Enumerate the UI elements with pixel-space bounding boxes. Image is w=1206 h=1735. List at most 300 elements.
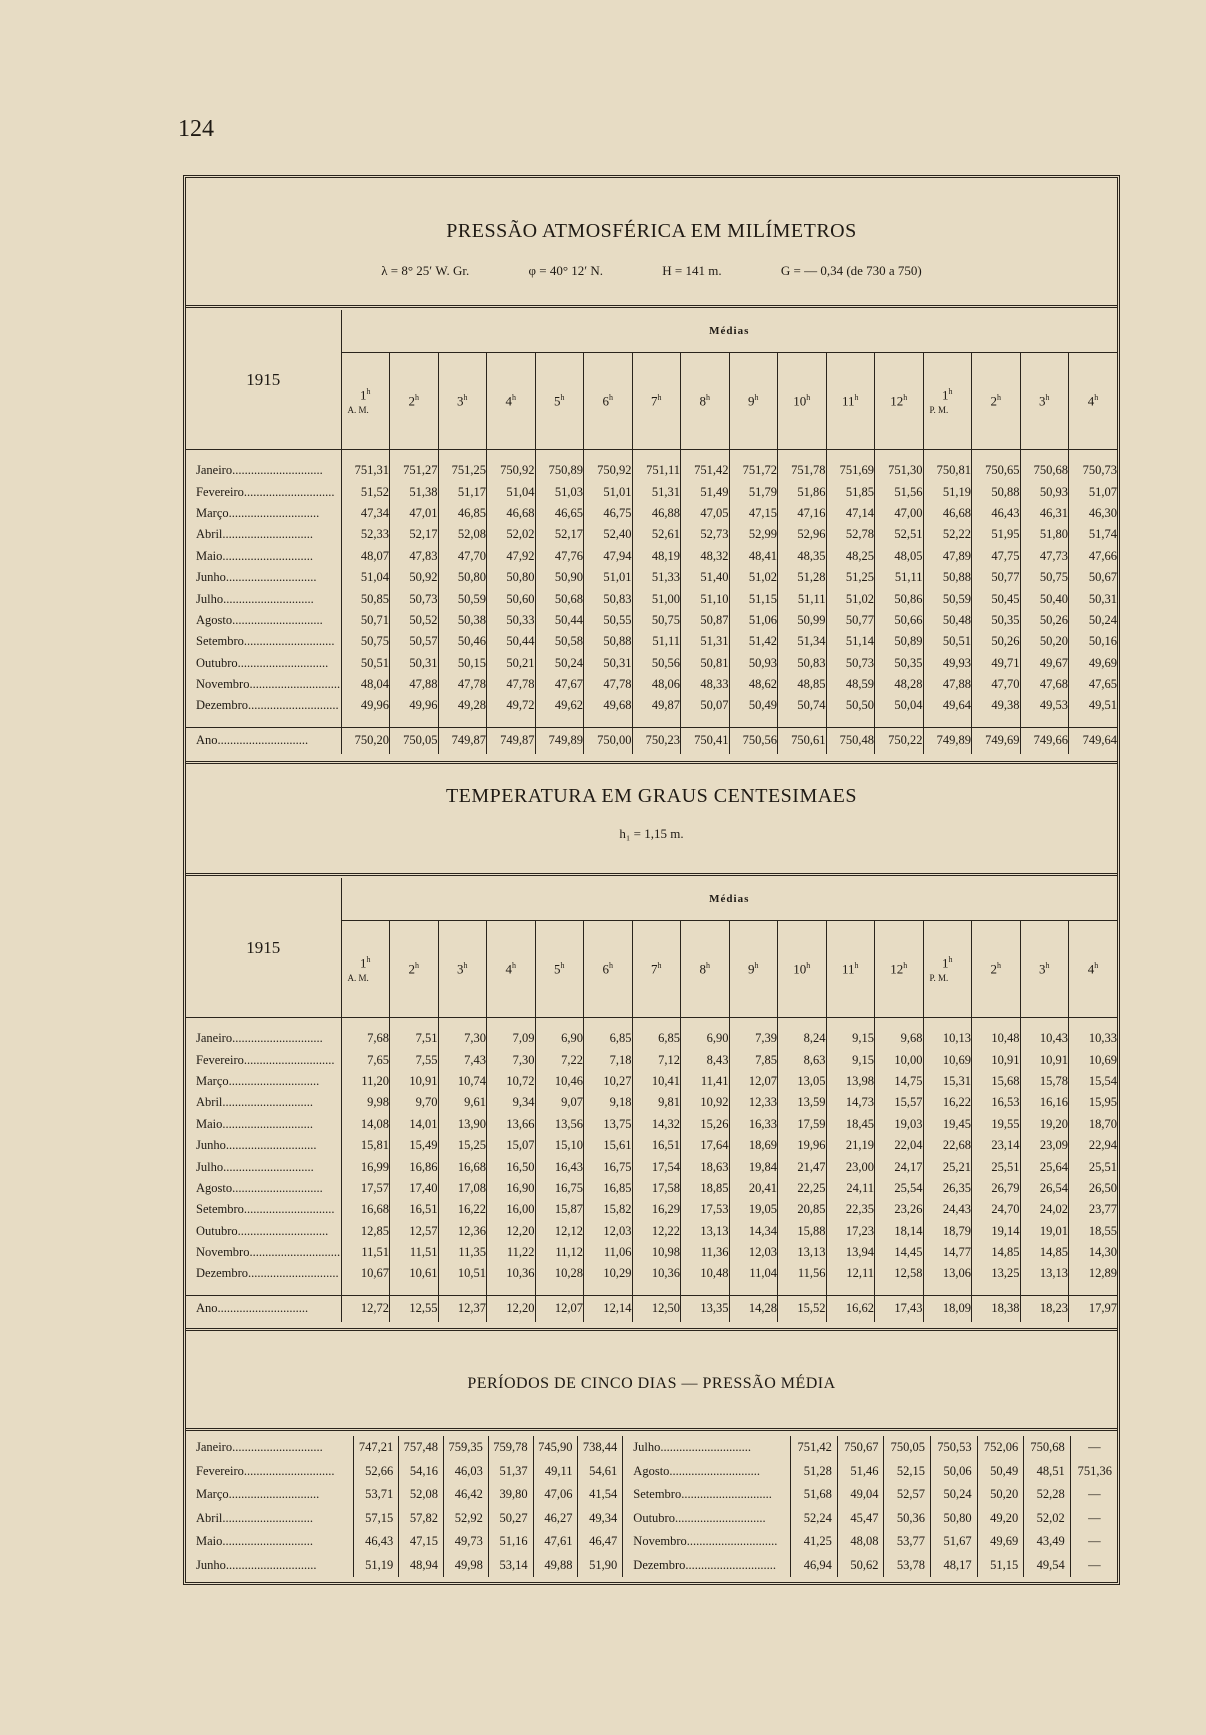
period-row [186,1507,1117,1531]
period-row [186,1436,1117,1460]
pressure-hour-header: 4$^h$ [487,353,536,450]
temperature-value: 11,36 [681,1242,730,1263]
period-value: 48,94 [399,1554,444,1578]
period-value: 39,80 [488,1483,533,1507]
pressure-value: 48,07 [341,546,390,567]
temperature-value: 17,58 [632,1178,681,1199]
temperature-value: 22,68 [923,1135,972,1156]
temperature-month-row [186,1178,1117,1199]
pressure-value: 51,40 [681,567,730,588]
pressure-value: 50,58 [535,631,584,652]
period-value: 49,88 [533,1554,578,1578]
period-value: 49,20 [977,1507,1024,1531]
pressure-ano-label: Ano............................. [186,727,341,754]
period-value: 745,90 [533,1436,578,1460]
pressure-value: 50,88 [584,631,633,652]
pressure-value: 50,50 [826,695,875,716]
pressure-value: 50,21 [487,653,536,674]
period-value: 46,43 [354,1530,399,1554]
period-value: 757,48 [399,1436,444,1460]
period-value: 57,82 [399,1507,444,1531]
pressure-month-row [186,481,1117,502]
pressure-value: 48,28 [875,674,924,695]
temperature-medias-label: Médias [341,878,1117,921]
temperature-value: 13,13 [1020,1263,1069,1284]
temperature-value: 18,14 [875,1221,924,1242]
temperature-value: 6,85 [632,1028,681,1049]
temperature-value: 17,08 [438,1178,487,1199]
pressure-hour-header: 1$^h$ A. M. [341,353,390,450]
pressure-value: 47,78 [438,674,487,695]
pressure-value: 50,24 [535,653,584,674]
pressure-value: 49,87 [632,695,681,716]
period-value: — [1070,1554,1117,1578]
period-value: 50,80 [931,1507,978,1531]
temperature-value: 7,65 [341,1049,390,1070]
pressure-value: 50,24 [1069,610,1118,631]
period-value: 51,67 [931,1530,978,1554]
temperature-value: 13,75 [584,1114,633,1135]
period-value: 50,36 [884,1507,931,1531]
temperature-value: 15,10 [535,1135,584,1156]
temperature-value: 7,55 [390,1049,439,1070]
temperature-value: 10,61 [390,1263,439,1284]
temperature-value: 15,95 [1069,1092,1118,1113]
temperature-value: 22,25 [778,1178,827,1199]
temperature-value: 17,54 [632,1156,681,1177]
period-value: 750,68 [1024,1436,1071,1460]
temperature-value: 10,72 [487,1071,536,1092]
pressure-value: 51,06 [729,610,778,631]
pressure-value: 50,51 [923,631,972,652]
pressure-value: 51,02 [826,588,875,609]
temperature-value: 11,56 [778,1263,827,1284]
longitude: λ = 8° 25′ W. Gr. [381,263,470,278]
pressure-value: 47,15 [729,503,778,524]
pressure-value: 50,66 [875,610,924,631]
pressure-year: 1915 [246,369,281,389]
temperature-month-row [186,1221,1117,1242]
tables-frame [183,175,1120,1585]
temperature-month-label: Outubro............................. [196,1223,329,1238]
temperature-value: 22,94 [1069,1135,1118,1156]
period-value: 46,94 [791,1554,838,1578]
pressure-ano-value: 749,87 [487,727,536,754]
pressure-value: 50,16 [1069,631,1118,652]
pressure-value: 52,73 [681,524,730,545]
period-value: 49,73 [444,1530,489,1554]
pressure-value: 50,59 [438,588,487,609]
pressure-value: 47,89 [923,546,972,567]
temperature-value: 10,51 [438,1263,487,1284]
period-value: 49,54 [1024,1554,1071,1578]
pressure-month-row [186,460,1117,481]
temperature-ano-value: 17,43 [875,1295,924,1322]
temperature-value: 10,46 [535,1071,584,1092]
temperature-value: 10,29 [584,1263,633,1284]
temperature-value: 10,92 [681,1092,730,1113]
temperature-value: 9,70 [390,1092,439,1113]
period-value: — [1070,1530,1117,1554]
pressure-hour-header: 5$^h$ [535,353,584,450]
pressure-value: 50,04 [875,695,924,716]
pressure-value: 47,67 [535,674,584,695]
temperature-value: 7,43 [438,1049,487,1070]
pressure-value: 50,67 [1069,567,1118,588]
temperature-value: 18,55 [1069,1221,1118,1242]
pressure-value: 50,44 [535,610,584,631]
temperature-hour-header: 7$^h$ [632,921,681,1018]
pressure-value: 51,31 [632,481,681,502]
pressure-value: 51,34 [778,631,827,652]
temperature-hour-header: 8$^h$ [681,921,730,1018]
temperature-value: 11,12 [535,1242,584,1263]
pressure-value: 50,44 [487,631,536,652]
pressure-hour-header: 2$^h$ [972,353,1021,450]
period-value: 51,90 [578,1554,623,1578]
temperature-value: 23,09 [1020,1135,1069,1156]
pressure-value: 50,80 [438,567,487,588]
temperature-value: 11,41 [681,1071,730,1092]
temperature-value: 7,68 [341,1028,390,1049]
pressure-value: 51,11 [632,631,681,652]
temperature-value: 25,21 [923,1156,972,1177]
pressure-value: 50,15 [438,653,487,674]
pressure-month-label: Fevereiro............................. [196,484,335,499]
pressure-value: 47,14 [826,503,875,524]
pressure-value: 50,26 [1020,610,1069,631]
temperature-value: 18,69 [729,1135,778,1156]
period-value: 49,98 [444,1554,489,1578]
temperature-value: 12,12 [535,1221,584,1242]
pressure-value: 51,79 [729,481,778,502]
temperature-value: 6,90 [535,1028,584,1049]
temperature-value: 7,51 [390,1028,439,1049]
temperature-value: 16,53 [972,1092,1021,1113]
pressure-value: 49,28 [438,695,487,716]
temperature-value: 24,02 [1020,1199,1069,1220]
pressure-month-label: Julho............................. [196,591,314,606]
pressure-value: 51,15 [729,588,778,609]
temperature-hour-header: 3$^h$ [438,921,487,1018]
temperature-hour-header: 11$^h$ [826,921,875,1018]
temperature-month-label: Janeiro............................. [196,1031,323,1046]
pressure-value: 52,51 [875,524,924,545]
pressure-value: 50,75 [1020,567,1069,588]
temperature-value: 23,77 [1069,1199,1118,1220]
temperature-value: 16,51 [390,1199,439,1220]
temperature-value: 16,33 [729,1114,778,1135]
temperature-ano-value: 13,35 [681,1295,730,1322]
pressure-value: 751,30 [875,460,924,481]
pressure-value: 751,31 [341,460,390,481]
pressure-value: 52,96 [778,524,827,545]
temperature-value: 11,20 [341,1071,390,1092]
temperature-value: 15,82 [584,1199,633,1220]
temperature-value: 6,85 [584,1028,633,1049]
temperature-month-row [186,1049,1117,1070]
period-value: 51,28 [791,1460,838,1484]
period-value: 47,15 [399,1530,444,1554]
period-value: 50,49 [977,1460,1024,1484]
pressure-value: 52,99 [729,524,778,545]
period-value: 50,62 [837,1554,884,1578]
period-value: 51,68 [791,1483,838,1507]
pressure-value: 50,46 [438,631,487,652]
pressure-value: 52,17 [535,524,584,545]
pressure-value: 48,25 [826,546,875,567]
temperature-value: 17,64 [681,1135,730,1156]
pressure-value: 50,83 [584,588,633,609]
pressure-value: 751,72 [729,460,778,481]
period-row [186,1530,1117,1554]
temperature-hour-header: 2$^h$ [390,921,439,1018]
period-value: 45,47 [837,1507,884,1531]
temperature-value: 19,01 [1020,1221,1069,1242]
pressure-hour-header: 10$^h$ [778,353,827,450]
pressure-value: 751,25 [438,460,487,481]
temperature-value: 19,96 [778,1135,827,1156]
pressure-value: 47,78 [487,674,536,695]
pressure-value: 52,02 [487,524,536,545]
temperature-value: 21,19 [826,1135,875,1156]
pressure-value: 46,31 [1020,503,1069,524]
pressure-value: 751,42 [681,460,730,481]
pressure-value: 49,53 [1020,695,1069,716]
temperature-value: 12,89 [1069,1263,1118,1284]
pressure-value: 49,71 [972,653,1021,674]
pressure-value: 50,07 [681,695,730,716]
pressure-month-label: Dezembro............................. [196,698,339,713]
period-value: 41,54 [578,1483,623,1507]
pressure-value: 48,06 [632,674,681,695]
pressure-hour-header: 9$^h$ [729,353,778,450]
temperature-value: 24,17 [875,1156,924,1177]
pressure-value: 51,19 [923,481,972,502]
temperature-value: 16,50 [487,1156,536,1177]
period-value: 51,19 [354,1554,399,1578]
pressure-month-row [186,653,1117,674]
pressure-value: 51,52 [341,481,390,502]
temperature-value: 16,75 [535,1178,584,1199]
temperature-month-label: Maio............................. [196,1116,314,1131]
pressure-ano-value: 750,20 [341,727,390,754]
temperature-month-label: Fevereiro............................. [196,1052,335,1067]
pressure-value: 750,73 [1069,460,1118,481]
pressure-value: 51,74 [1069,524,1118,545]
pressure-value: 47,70 [438,546,487,567]
temperature-value: 13,66 [487,1114,536,1135]
pressure-month-label: Novembro............................. [196,677,341,692]
temperature-year: 1915 [246,937,281,957]
period-value: 52,66 [354,1460,399,1484]
pressure-month-row [186,567,1117,588]
pressure-value: 50,33 [487,610,536,631]
pressure-value: 51,10 [681,588,730,609]
temperature-value: 19,05 [729,1199,778,1220]
temperature-value: 19,84 [729,1156,778,1177]
period-value: 46,27 [533,1507,578,1531]
temperature-value: 16,22 [438,1199,487,1220]
temperature-value: 24,70 [972,1199,1021,1220]
pressure-value: 49,96 [341,695,390,716]
pressure-value: 50,35 [875,653,924,674]
temperature-value: 17,59 [778,1114,827,1135]
pressure-value: 50,77 [826,610,875,631]
temperature-value: 10,91 [1020,1049,1069,1070]
pressure-value: 750,65 [972,460,1021,481]
temperature-value: 11,22 [487,1242,536,1263]
pressure-table [186,310,1117,754]
temperature-ano-value: 12,37 [438,1295,487,1322]
pressure-hour-header: 12$^h$ [875,353,924,450]
pressure-value: 50,49 [729,695,778,716]
temperature-value: 14,32 [632,1114,681,1135]
temperature-value: 14,73 [826,1092,875,1113]
temperature-value: 22,04 [875,1135,924,1156]
temperature-hour-header: 1$^h$ A. M. [341,921,390,1018]
temperature-value: 10,43 [1020,1028,1069,1049]
pressure-value: 51,00 [632,588,681,609]
temperature-value: 13,25 [972,1263,1021,1284]
pressure-month-row [186,610,1117,631]
temperature-value: 19,55 [972,1114,1021,1135]
pressure-hour-header: 8$^h$ [681,353,730,450]
temperature-value: 12,03 [729,1242,778,1263]
temperature-value: 12,03 [584,1221,633,1242]
temperature-value: 15,88 [778,1221,827,1242]
period-month-label: Outubro............................. [623,1507,791,1531]
period-value: — [1070,1507,1117,1531]
temperature-month-row [186,1156,1117,1177]
period-value: 52,15 [884,1460,931,1484]
pressure-value: 52,33 [341,524,390,545]
pressure-month-row [186,546,1117,567]
temperature-value: 15,81 [341,1135,390,1156]
pressure-value: 49,64 [923,695,972,716]
pressure-value: 52,08 [438,524,487,545]
period-value: 750,67 [837,1436,884,1460]
temperature-value: 24,11 [826,1178,875,1199]
period-month-label: Abril............................. [196,1510,314,1525]
temperature-value: 13,13 [778,1242,827,1263]
temperature-value: 16,51 [632,1135,681,1156]
temperature-value: 15,54 [1069,1071,1118,1092]
temperature-ano-value: 12,55 [390,1295,439,1322]
pressure-value: 49,67 [1020,653,1069,674]
temperature-value: 16,90 [487,1178,536,1199]
pressure-value: 50,31 [1069,588,1118,609]
temperature-value: 6,90 [681,1028,730,1049]
temperature-value: 16,43 [535,1156,584,1177]
temperature-hour-header: 12$^h$ [875,921,924,1018]
temperature-value: 16,75 [584,1156,633,1177]
period-month-label: Agosto............................. [623,1460,791,1484]
temperature-value: 7,39 [729,1028,778,1049]
period-value: 57,15 [354,1507,399,1531]
temperature-table [186,878,1117,1322]
pressure-value: 51,11 [778,588,827,609]
temperature-value: 15,26 [681,1114,730,1135]
temperature-value: 15,49 [390,1135,439,1156]
temperature-value: 12,36 [438,1221,487,1242]
temperature-value: 26,50 [1069,1178,1118,1199]
period-month-label: Maio............................. [196,1534,314,1549]
pressure-month-label: Maio............................. [196,548,314,563]
pressure-value: 50,59 [923,588,972,609]
pressure-value: 51,01 [584,481,633,502]
period-value: 52,08 [399,1483,444,1507]
temperature-value: 16,00 [487,1199,536,1220]
temperature-value: 15,25 [438,1135,487,1156]
temperature-value: 7,18 [584,1049,633,1070]
pressure-value: 47,00 [875,503,924,524]
temperature-value: 24,43 [923,1199,972,1220]
temperature-month-row [186,1199,1117,1220]
pressure-value: 49,68 [584,695,633,716]
pressure-value: 50,93 [729,653,778,674]
temperature-hour-header: 4$^h$ [1069,921,1118,1018]
temperature-value: 10,00 [875,1049,924,1070]
pressure-hour-header: 11$^h$ [826,353,875,450]
pressure-value: 47,83 [390,546,439,567]
temperature-value: 18,85 [681,1178,730,1199]
pressure-value: 50,20 [1020,631,1069,652]
temperature-ano-value: 18,23 [1020,1295,1069,1322]
temperature-value: 10,33 [1069,1028,1118,1049]
pressure-value: 46,88 [632,503,681,524]
temperature-value: 17,53 [681,1199,730,1220]
pressure-month-label: Janeiro............................. [196,463,323,478]
temperature-value: 13,59 [778,1092,827,1113]
pressure-value: 50,48 [923,610,972,631]
period-value: 52,24 [791,1507,838,1531]
periods-table [186,1436,1117,1577]
period-value: — [1070,1483,1117,1507]
temperature-ano-label: Ano............................. [186,1295,341,1322]
pressure-value: 50,99 [778,610,827,631]
pressure-value: 50,81 [681,653,730,674]
period-month-label: Março............................. [196,1487,320,1502]
pressure-value: 47,16 [778,503,827,524]
period-value: 51,37 [488,1460,533,1484]
pressure-ano-value: 749,89 [923,727,972,754]
temperature-value: 15,87 [535,1199,584,1220]
pressure-value: 50,93 [1020,481,1069,502]
temperature-value: 8,43 [681,1049,730,1070]
temperature-value: 11,06 [584,1242,633,1263]
temperature-value: 13,05 [778,1071,827,1092]
temperature-value: 14,77 [923,1242,972,1263]
pressure-month-row [186,631,1117,652]
pressure-value: 50,45 [972,588,1021,609]
period-value: 49,04 [837,1483,884,1507]
temperature-value: 9,18 [584,1092,633,1113]
pressure-value: 51,31 [681,631,730,652]
temperature-value: 14,85 [972,1242,1021,1263]
pressure-hour-header: 4$^h$ [1069,353,1118,450]
temperature-value: 8,63 [778,1049,827,1070]
pressure-value: 50,83 [778,653,827,674]
temperature-value: 26,35 [923,1178,972,1199]
temperature-value: 14,30 [1069,1242,1118,1263]
pressure-ano-value: 749,66 [1020,727,1069,754]
temperature-ano-value: 14,28 [729,1295,778,1322]
pressure-value: 50,51 [341,653,390,674]
pressure-month-row [186,695,1117,716]
pressure-pm-label: P. M. [929,405,949,416]
pressure-ano-value: 750,48 [826,727,875,754]
